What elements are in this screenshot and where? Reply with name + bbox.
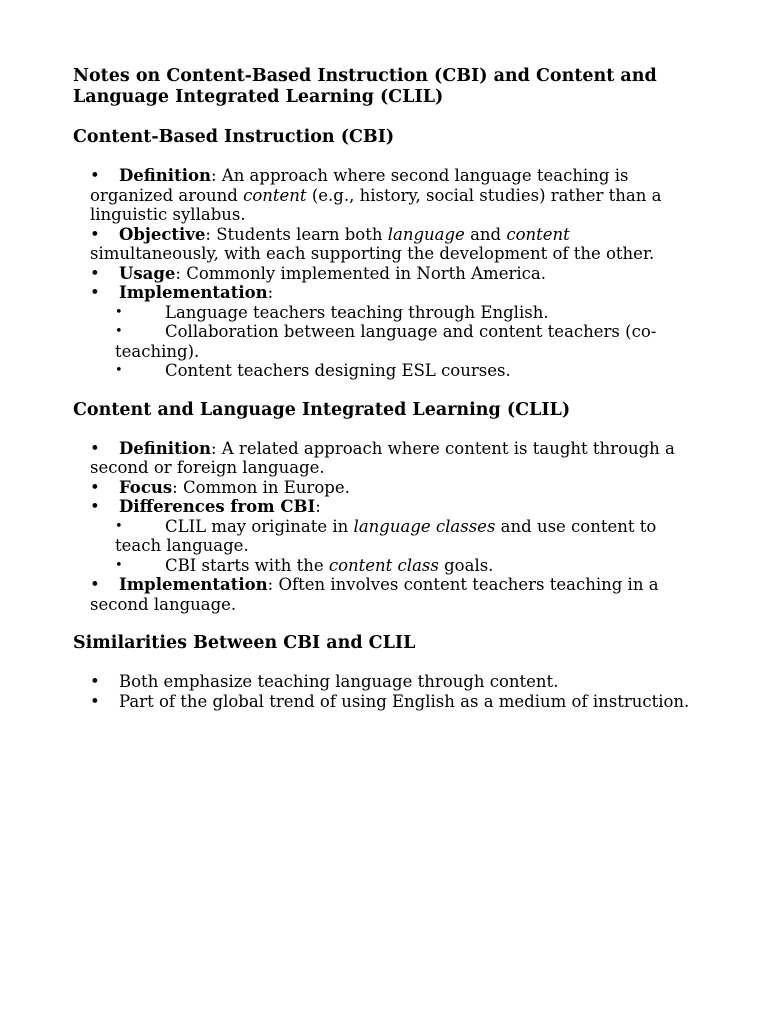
title-line-2: Language Integrated Learning (CLIL) (73, 87, 444, 107)
bullet-icon: • (115, 557, 123, 573)
bullet-icon: • (115, 304, 123, 320)
text-span: goals. (438, 555, 494, 575)
section-heading-cbi: Content-Based Instruction (CBI) (73, 127, 395, 147)
text-span: and (464, 224, 507, 244)
text-span: and use content to teach language. (115, 516, 657, 555)
text-span: : Common in Europe. (172, 477, 350, 497)
emphasis-text: content class (328, 555, 439, 575)
section-heading-clil: Content and Language Integrated Learning (CLIL) (73, 399, 571, 420)
term-label: Definition (119, 166, 211, 185)
bullet-icon: • (115, 324, 123, 339)
text-span: Content teachers designing ESL courses. (165, 361, 511, 380)
cbi-implementation-sublist (73, 303, 703, 381)
text-span: CLIL may originate in (165, 516, 354, 536)
title-line-1: Notes on Content-Based Instruction (CBI) and Content and (73, 66, 657, 86)
clil-list-continued (73, 575, 703, 614)
text-span: (e.g., history, social studies) rather than a linguistic syllabus. (90, 185, 662, 224)
list-item (90, 166, 703, 225)
list-item (90, 497, 703, 517)
sub-list-item (115, 517, 703, 556)
section-heading-similarities: Similarities Between CBI and CLIL (73, 633, 416, 653)
text-span: Both emphasize teaching language through content. (119, 672, 559, 691)
text-span: : Often involves content teachers teaching in a second language. (90, 575, 659, 614)
list-item (90, 575, 703, 614)
term-label: Objective (119, 224, 206, 244)
emphasis-text: language classes (353, 516, 496, 536)
sub-list-item (115, 361, 703, 381)
bullet-icon: • (90, 263, 100, 283)
emphasis-text: language (387, 224, 465, 244)
term-label: Differences from CBI (119, 497, 316, 516)
list-item (90, 439, 703, 478)
text-span: : (315, 497, 321, 516)
bullet-icon: • (90, 575, 100, 594)
clil-list (73, 439, 703, 517)
list-item (90, 225, 703, 264)
emphasis-text: content (243, 185, 307, 205)
list-item (90, 692, 703, 712)
sub-list-item (115, 556, 703, 576)
bullet-icon: • (115, 518, 123, 534)
text-span: simultaneously, with each supporting the development of the other. (90, 244, 655, 263)
term-label: Implementation (119, 575, 268, 594)
sub-list-item (115, 322, 703, 361)
list-item (90, 283, 703, 303)
text-span: Collaboration between language and content teachers (co-teaching). (115, 322, 657, 361)
text-span: Part of the global trend of using English as a medium of instruction. (119, 691, 690, 711)
text-span: Language teachers teaching through English. (165, 302, 549, 322)
text-span: : Students learn both (205, 224, 388, 244)
text-span: CBI starts with the (165, 555, 329, 575)
term-label: Usage (119, 263, 176, 283)
similarities-list (73, 672, 703, 711)
bullet-icon: • (90, 691, 100, 711)
emphasis-text: content (506, 224, 570, 244)
clil-differences-sublist (73, 517, 703, 576)
cbi-list (73, 166, 703, 303)
bullet-icon: • (90, 166, 100, 185)
text-span: : (267, 283, 274, 302)
text-span: : A related approach where content is taught through a second or foreign language. (90, 438, 675, 477)
bullet-icon: • (90, 224, 100, 244)
list-item (90, 672, 703, 692)
text-span: : An approach where second language teaching is organized around (90, 166, 629, 205)
sub-list-item (115, 303, 703, 323)
term-label: Definition (119, 438, 211, 458)
list-item (90, 264, 703, 284)
bullet-icon: • (115, 363, 123, 378)
term-label: Implementation (119, 283, 268, 302)
list-item (90, 478, 703, 498)
bullet-icon: • (90, 477, 100, 497)
bullet-icon: • (90, 672, 100, 691)
document-title (73, 66, 703, 108)
text-span: : Commonly implemented in North America. (175, 263, 546, 283)
bullet-icon: • (90, 497, 100, 516)
document-page (73, 66, 703, 711)
term-label: Focus (119, 477, 173, 497)
bullet-icon: • (90, 283, 100, 302)
bullet-icon: • (90, 438, 100, 458)
